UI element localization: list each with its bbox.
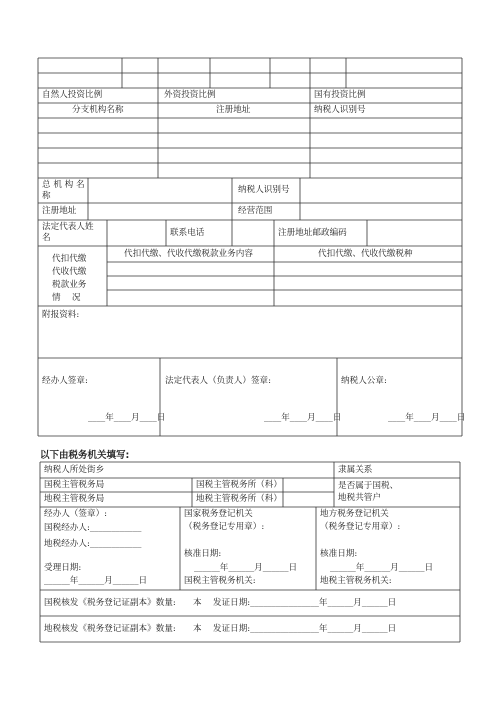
national-registration-authority-label: 国家税务登记机关	[184, 509, 253, 519]
joint-management-label-line2: 地税共管户	[338, 493, 381, 503]
national-approve-date-label: 核准日期:	[184, 549, 222, 559]
national-certificate-issue-row: 国税核发《税务登记证副本》数量: 本 发证日期:________________年______月______日	[44, 598, 397, 608]
local-registration-authority-label: 地方税务登记机关	[320, 509, 389, 519]
branch-name-header: 分支机构名称	[72, 105, 124, 115]
street-label: 纳税人所处街乡	[44, 465, 105, 475]
national-tax-bureau-label: 国税主管税务局	[44, 480, 105, 490]
local-registration-seal-label: （税务登记专用章）:	[320, 522, 401, 532]
withhold-label-line2: 代收代缴	[52, 267, 87, 277]
national-supervising-authority-label: 国税主管税务机关:	[184, 576, 256, 586]
natural-investment-ratio-label: 自然人投资比例	[42, 90, 103, 100]
joint-management-label-line1: 是否属于国税、	[338, 481, 399, 491]
withhold-label-line1: 代扣代缴	[52, 254, 87, 264]
hq-scope-label: 经营范围	[238, 206, 273, 216]
handler-date: ____年____月____日	[88, 413, 166, 423]
taxpayer-date: ____年____月____日	[388, 413, 466, 423]
tax-authority-section-heading: 以下由税务机关填写:	[40, 450, 130, 461]
national-approve-date-value: ______年______月______日	[194, 563, 298, 573]
hq-taxid-label: 纳税人识别号	[238, 185, 290, 195]
postcode-label: 注册地址邮政编码	[278, 228, 347, 238]
phone-label: 联系电话	[170, 228, 205, 238]
local-tax-bureau-label: 地税主管税务局	[44, 494, 105, 504]
accept-date-value: ______年______月______日	[44, 576, 148, 586]
legal-rep-signature-label: 法定代表人（负责人）签章:	[165, 376, 272, 386]
accept-date-label: 受理日期:	[44, 563, 82, 573]
foreign-investment-ratio-label: 外资投资比例	[164, 90, 216, 100]
local-tax-office-label: 地税主管税务所（科）	[196, 494, 282, 504]
hq-name-label-line1: 总 机 构 名	[42, 180, 85, 190]
hq-address-label: 注册地址	[42, 206, 77, 216]
handler-signature-label: 经办人签章:	[42, 376, 88, 386]
local-certificate-issue-row: 地税核发《税务登记证副本》数量: 本 发证日期:________________年______月______日	[44, 624, 397, 634]
legal-rep-label-line1: 法定代表人姓	[42, 222, 94, 232]
state-investment-ratio-label: 国有投资比例	[314, 90, 366, 100]
local-supervising-authority-label: 地税主管税务机关:	[320, 576, 392, 586]
legal-rep-date: ____年____月____日	[264, 413, 342, 423]
local-handler-label: 地税经办人:____________	[44, 539, 142, 549]
withhold-label-line4: 情 况	[52, 293, 81, 303]
attachments-label: 附报资料:	[42, 310, 80, 320]
withhold-label-line3: 税款业务	[52, 280, 87, 290]
national-handler-label: 国税经办人:____________	[44, 523, 142, 533]
hq-name-label-line2: 称	[42, 191, 51, 201]
affiliation-label: 隶属关系	[338, 465, 373, 475]
legal-rep-label-line2: 名	[42, 233, 51, 243]
local-approve-date-label: 核准日期:	[320, 549, 358, 559]
national-tax-office-label: 国税主管税务所（科）	[196, 480, 282, 490]
branch-address-header: 注册地址	[216, 105, 251, 115]
withhold-content-header: 代扣代缴、代收代缴税款业务内容	[124, 249, 253, 259]
taxpayer-seal-label: 纳税人公章:	[341, 376, 387, 386]
national-registration-seal-label: （税务登记专用章）:	[184, 522, 265, 532]
local-approve-date-value: ______年______月______日	[330, 563, 434, 573]
withhold-type-header: 代扣代缴、代收代缴税种	[318, 249, 413, 259]
handler-stamp-label: 经办人（签章）:	[44, 509, 108, 519]
branch-taxid-header: 纳税人识别号	[314, 105, 366, 115]
